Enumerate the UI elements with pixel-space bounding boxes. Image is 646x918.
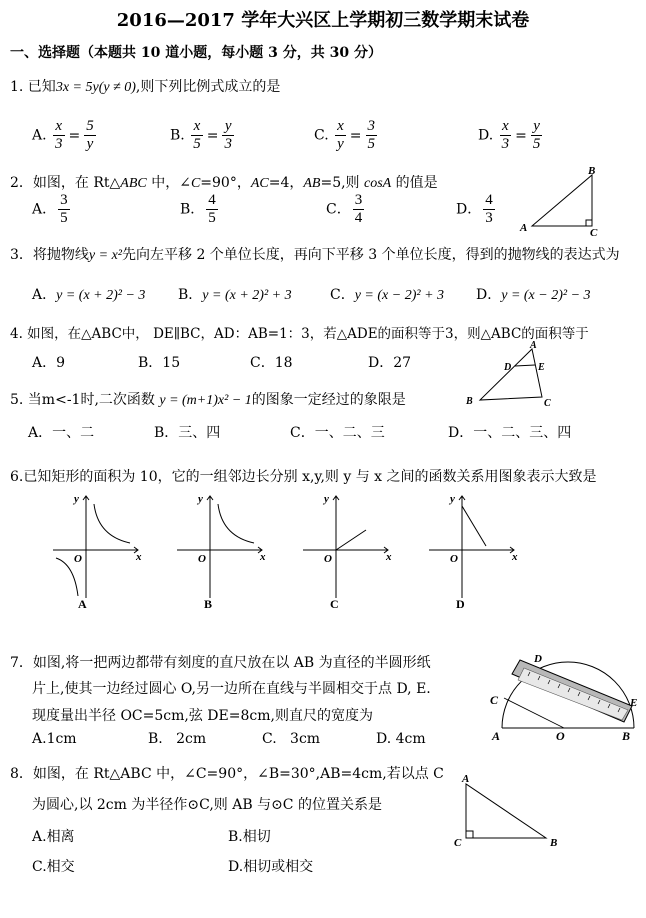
q4-option-b[interactable]: B．15 [138, 355, 181, 371]
q7-stem-line1: 7．如图,将一把两边都带有刻度的直尺放在以 AB 为直径的半圆形纸 [10, 655, 431, 671]
svg-text:D: D [456, 597, 465, 611]
svg-text:x: x [260, 551, 266, 563]
svg-text:D: D [504, 362, 512, 373]
section-heading: 一、选择题（本题共 10 道小题，每小题 3 分，共 30 分） [10, 45, 382, 61]
q1-option-a[interactable]: A. $\frac{x}{3}$ = $\frac{5}{y}$ [32, 118, 94, 152]
q1-stem: 1. 已知3x = 5y(y ≠ 0),则下列比例式成立的是 [10, 79, 281, 95]
svg-text:A: A [530, 340, 537, 351]
q4-option-d[interactable]: D．27 [368, 355, 412, 371]
svg-text:C: C [544, 398, 551, 409]
svg-text:x: x [136, 551, 142, 563]
svg-text:B: B [622, 729, 631, 743]
q6-graph-d[interactable] [424, 488, 524, 613]
svg-text:E: E [538, 362, 545, 373]
q1-option-d[interactable]: D. $\frac{x}{3}$ = $\frac{y}{5}$ [478, 118, 541, 152]
q6-graph-c[interactable] [298, 488, 398, 613]
q1-option-c[interactable]: C. $\frac{x}{y}$ = $\frac{3}{5}$ [314, 118, 376, 152]
svg-text:C: C [490, 693, 499, 707]
q4-option-c[interactable]: C．18 [250, 355, 293, 371]
q5-option-c[interactable]: C．一、二、三 [290, 425, 385, 441]
q2-stem: 2．如图，在 Rt△ABC 中，∠C=90°，AC=4，AB=5,则 cosA 的值是 [10, 175, 438, 191]
svg-text:x: x [512, 551, 518, 563]
q2-option-d[interactable]: D． $\frac{4}{3}$ [456, 192, 493, 226]
label-a: A [520, 222, 528, 234]
q7-option-a[interactable]: A.1cm [32, 731, 77, 747]
q8-stem-line2: 为圆心,以 2cm 为半径作⊙C,则 AB 与⊙C 的位置关系是 [32, 797, 382, 813]
svg-text:y: y [450, 493, 455, 505]
q7-option-b[interactable]: B. 2cm [148, 731, 207, 747]
q8-option-b[interactable]: B.相切 [228, 829, 271, 845]
svg-text:y: y [198, 493, 203, 505]
q7-ruler-figure [484, 648, 640, 744]
q6-graph-b[interactable] [172, 488, 272, 613]
svg-text:O: O [198, 553, 206, 565]
q2-triangle-figure [510, 165, 610, 237]
q4-triangle-figure [462, 340, 562, 410]
svg-text:B: B [204, 597, 213, 611]
label-c: C [590, 227, 598, 237]
q7-stem-line3: 现度量出半径 OC=5cm,弦 DE=8cm,则直尺的宽度为 [32, 708, 373, 724]
q8-stem-line1: 8．如图，在 Rt△ABC 中，∠C=90°，∠B=30°,AB=4cm,若以点 C [10, 766, 444, 782]
svg-text:y: y [324, 493, 329, 505]
svg-text:y: y [74, 493, 79, 505]
q3-option-c[interactable]: C．y = (x − 2)² + 3 [330, 287, 445, 303]
q7-option-c[interactable]: C. 3cm [262, 731, 321, 747]
page-title: 2016—2017 学年大兴区上学期初三数学期末试卷 [116, 10, 530, 31]
svg-text:x: x [386, 551, 392, 563]
svg-text:O: O [450, 553, 458, 565]
q1-option-b[interactable]: B. $\frac{x}{5}$ = $\frac{y}{3}$ [170, 118, 232, 152]
svg-text:B: B [466, 396, 473, 407]
svg-text:C: C [330, 597, 339, 611]
svg-text:D: D [534, 653, 542, 665]
label-b: B [588, 165, 596, 177]
svg-text:A: A [78, 597, 87, 611]
q8-option-a[interactable]: A.相离 [32, 829, 75, 845]
q6-stem: 6.已知矩形的面积为 10，它的一组邻边长分别 x,y,则 y 与 x 之间的函数关系用图象表示大致是 [10, 469, 597, 485]
q2-option-c[interactable]: C． $\frac{3}{4}$ [326, 192, 363, 226]
svg-text:O: O [324, 553, 332, 565]
svg-text:A: A [492, 729, 501, 743]
svg-text:O: O [556, 729, 565, 743]
q5-option-a[interactable]: A．一、二 [28, 425, 95, 441]
q5-option-d[interactable]: D．一、二、三、四 [448, 425, 572, 441]
q4-option-a[interactable]: A．9 [32, 355, 66, 371]
svg-text:O: O [74, 553, 82, 565]
svg-text:C: C [454, 837, 462, 849]
q2-option-b[interactable]: B． $\frac{4}{5}$ [180, 192, 216, 226]
q2-option-a[interactable]: A． $\frac{3}{5}$ [32, 192, 68, 226]
q3-option-b[interactable]: B．y = (x + 2)² + 3 [178, 287, 292, 303]
svg-text:E: E [630, 697, 638, 709]
svg-text:A: A [462, 773, 470, 785]
q7-option-d[interactable]: D. 4cm [376, 731, 426, 747]
q8-option-d[interactable]: D.相切或相交 [228, 859, 314, 875]
q8-option-c[interactable]: C.相交 [32, 859, 75, 875]
q7-stem-line2: 片上,使其一边经过圆心 O,另一边所在直线与半圆相交于点 D, E. [32, 681, 431, 697]
q3-option-a[interactable]: A．y = (x + 2)² − 3 [32, 287, 146, 303]
q5-stem: 5. 当m<-1时,二次函数 y = (m+1)x² − 1的图象一定经过的象限是 [10, 392, 406, 408]
q6-graph-a[interactable] [48, 488, 148, 613]
q4-stem: 4. 如图，在△ABC中， DE∥BC，AD：AB=1：3，若△ADE的面积等于3，则△ABC的面积等于 [10, 326, 589, 342]
q5-option-b[interactable]: B．三、四 [154, 425, 221, 441]
svg-text:B: B [550, 837, 558, 849]
q8-triangle-figure [448, 770, 568, 852]
q3-option-d[interactable]: D．y = (x − 2)² − 3 [476, 287, 591, 303]
q3-stem: 3．将抛物线y = x²先向左平移 2 个单位长度，再向下平移 3 个单位长度，得到的抛物线的表达式为 [10, 247, 620, 263]
